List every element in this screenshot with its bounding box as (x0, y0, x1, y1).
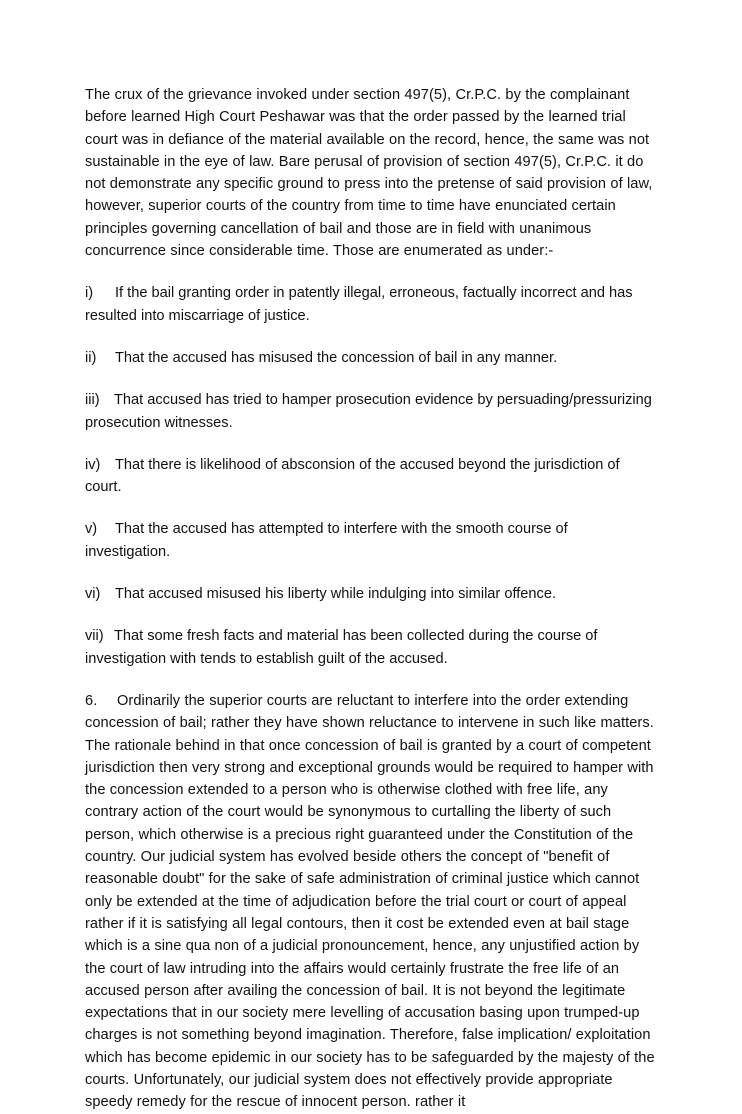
list-item-text: That accused misused his liberty while indulging into similar offence. (115, 586, 557, 603)
list-item (85, 347, 656, 369)
list-item-marker: ii) (85, 349, 97, 366)
list-item-marker: vii) (85, 628, 104, 645)
list-item (85, 583, 656, 605)
list-item-marker: v) (85, 521, 98, 538)
list-item-text: That some fresh facts and material has been collected during the course of investigation with tends to establish guilt of the accused. (85, 628, 598, 667)
list-item (85, 625, 656, 670)
list-item-marker: vi) (85, 586, 101, 603)
paragraph-text: Ordinarily the superior courts are reluctant to interfere into the order extending concession of bail; rather they have shown reluctance to intervene in such like matters. The rationale behind in that once concession of bail is granted by a court of competent jurisdiction then very strong and exceptional grounds would be required to hamper with the concession extended to a person who is otherwise clothed with free life, any contrary action of the court would be synonymous to curtalling the liberty of such person, which otherwise is a precious right guaranteed under the Constitution of the country. Our judicial system has evolved beside others the concept of "benefit of reasonable doubt" for the sake of safe administration of criminal justice which cannot only be extended at the time of adjudication before the trial court or court of appeal rather if it is satisfying all legal contours, then it cost be extended even at bail stage which is a sine qua non of a judicial pronouncement, hence, any unjustified action by the court of law intruding into the affairs would certainly frustrate the free life of an accused person after availing the concession of bail. It is not beyond the legitimate expectations that in our society mere levelling of accusation basing upon trumped-up charges is not something beyond imagination. Therefore, false implication/ exploitation which has become epidemic in our society has to be safeguarded by the majesty of the courts. Unfortunately, our judicial system does not effectively provide appropriate speedy remedy for the rescue of innocent person. rather it (85, 692, 655, 1111)
intro-paragraph: The crux of the grievance invoked under section 497(5), Cr.P.C. by the complainant before learned High Court Peshawar was that the order passed by the learned trial court was in defiance of the material available on the record, hence, the same was not sustainable in the eye of law. Bare perusal of provision of section 497(5), Cr.P.C. it do not demonstrate any specific ground to press into the pretense of said provision of law, however, superior courts of the country from time to time have enunciated certain principles governing cancellation of bail and those are in field with unanimous concurrence since considerable time. Those are enumerated as under:- (85, 87, 653, 260)
list-item-marker: i) (85, 285, 94, 302)
list-item-text: That the accused has misused the concession of bail in any manner. (115, 349, 558, 366)
list-item-text: That there is likelihood of absconsion of the accused beyond the jurisdiction of court. (85, 456, 620, 496)
list-item-text: That accused has tried to hamper prosecution evidence by persuading/pressurizing prosecution witnesses. (85, 392, 652, 431)
list-item (85, 454, 656, 499)
paragraph-6 (85, 690, 656, 1114)
list-item (85, 518, 656, 563)
list-item-text: If the bail granting order in patently illegal, erroneous, factually incorrect and has resulted into miscarriage of justice. (85, 285, 633, 324)
list-item-text: That the accused has attempted to interfere with the smooth course of investigation. (85, 521, 568, 560)
list-item-marker: iii) (85, 392, 100, 409)
paragraph-number: 6. (85, 692, 98, 709)
list-item-marker: iv) (85, 456, 101, 473)
list-item (85, 389, 656, 434)
list-item (85, 282, 656, 327)
document-body (85, 84, 656, 1114)
